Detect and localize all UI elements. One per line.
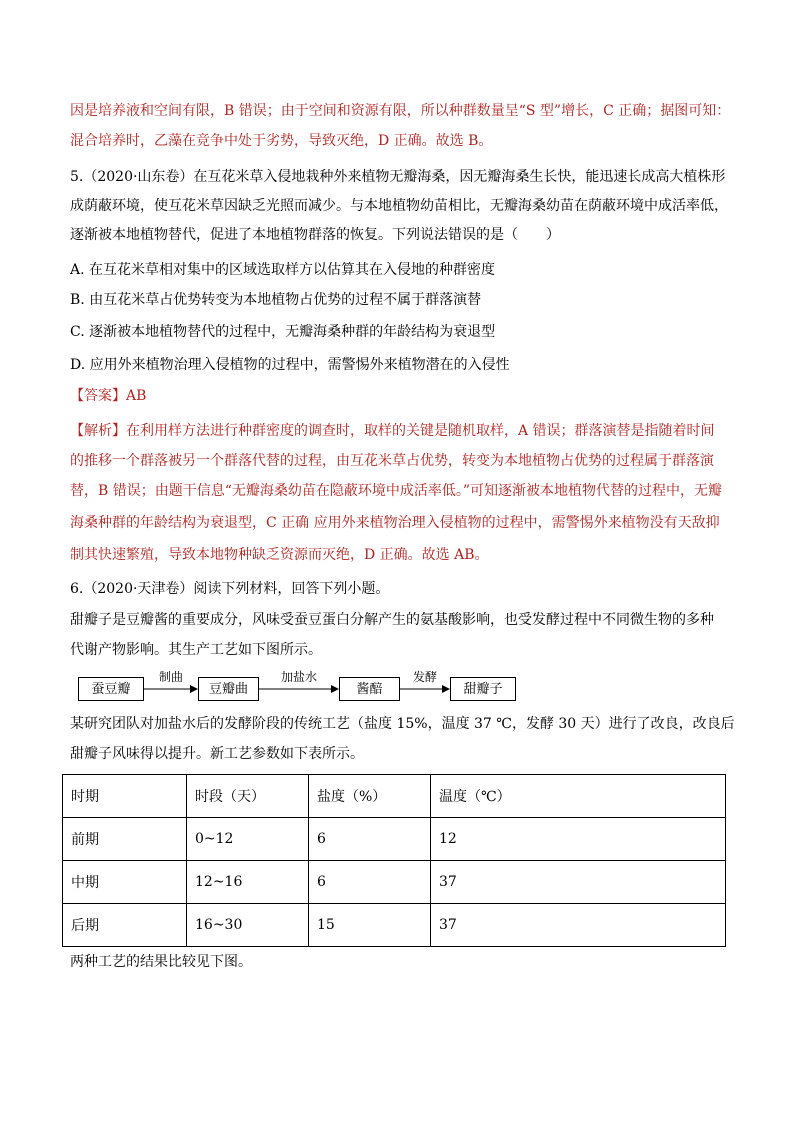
table-cell: 12 (431, 818, 726, 861)
explanation-line-4: 海桑种群的年龄结构为衰退型，C 正确 应用外来植物治理入侵植物的过程中，需警惕外来植物没有天敌抑 (70, 515, 720, 531)
option-a: A. 在互花米草相对集中的区域选取样方以估算其在入侵地的种群密度 (70, 262, 496, 278)
answer-label: 【答案】 (70, 388, 126, 404)
flow-step-sweet-bean: 甜瓣子 (450, 677, 516, 701)
explanation-line-2: 的推移一个群落被另一个群落代替的过程，由互花米草占优势，转变为本地植物占优势的过程属于群落演 (70, 453, 714, 469)
flow-step-broad-bean: 蚕豆瓣 (78, 677, 144, 701)
answer-line (70, 386, 730, 406)
flow-arrow-label-2: 加盐水 (280, 670, 317, 684)
question-5-line-2: 成荫蔽环境，使互花米草因缺乏光照而减少。与本地植物幼苗相比，无瓣海桑幼苗在荫蔽环境中成活率低， (70, 198, 728, 214)
table-header-cell: 盐度（%） (309, 775, 431, 818)
flow-arrow-label-3: 发酵 (412, 670, 437, 684)
flow-arrow-label-1: 制曲 (158, 670, 183, 684)
option-c: C. 逐渐被本地植物替代的过程中，无瓣海桑种群的年龄结构为衰退型 (70, 324, 496, 340)
table-header-cell: 时段（天） (187, 775, 309, 818)
table-cell: 中期 (63, 861, 187, 904)
question-6-line-1: 6.（2020·天津卷）阅读下列材料，回答下列小题。 (70, 581, 390, 597)
table-cell: 16~30 (187, 904, 309, 947)
table-header-row (63, 775, 726, 818)
explanation-text-1: 在利用样方法进行种群密度的调查时，取样的关键是随机取样，A 错误；群落演替是指随着时间 (126, 423, 715, 439)
explanation-line-3: 替，B 错误；由题干信息“无瓣海桑幼苗在隐蔽环境中成活率低。”可知逐渐被本地植物代替的过程中，无瓣 (70, 483, 723, 499)
table-header-cell: 时期 (63, 775, 187, 818)
table-cell: 0~12 (187, 818, 309, 861)
option-b: B. 由互花米草占优势转变为本地植物占优势的过程不属于群落演替 (70, 292, 482, 308)
table-header-cell: 温度（℃） (431, 775, 726, 818)
process-parameters-table (62, 774, 726, 947)
table-row (63, 861, 726, 904)
explanation-line-1 (70, 421, 730, 441)
analysis-line-1: 因是培养液和空间有限，B 错误；由于空间和资源有限，所以种群数量呈“S 型”增长，C 正确；据图可知： (70, 103, 731, 119)
material-line-3: 某研究团队对加盐水后的发酵阶段的传统工艺（盐度 15%，温度 37 ℃，发酵 30 天）进行了改良，改良后 (70, 716, 735, 732)
analysis-line-2: 混合培养时，乙藻在竞争中处于劣势，导致灭绝，D 正确。故选 B。 (70, 133, 493, 149)
material-line-1: 甜瓣子是豆瓣酱的重要成分，风味受蚕豆蛋白分解产生的氨基酸影响，也受发酵过程中不同微生物的多种 (70, 612, 714, 628)
table-cell: 37 (431, 861, 726, 904)
material-line-2: 代谢产物影响。其生产工艺如下图所示。 (70, 642, 322, 658)
explanation-label: 【解析】 (70, 423, 126, 439)
table-row (63, 818, 726, 861)
explanation-line-5: 制其快速繁殖，导致本地物种缺乏资源而灭绝，D 正确。故选 AB。 (70, 547, 489, 563)
material-line-5: 两种工艺的结果比较见下图。 (70, 954, 252, 970)
process-flow-diagram (78, 670, 538, 707)
table-cell: 前期 (63, 818, 187, 861)
flow-step-mash: 酱醅 (339, 677, 400, 701)
option-d: D. 应用外来植物治理入侵植物的过程中，需警惕外来植物潜在的入侵性 (70, 357, 510, 373)
table-cell: 后期 (63, 904, 187, 947)
table-cell: 37 (431, 904, 726, 947)
table-row (63, 904, 726, 947)
table-cell: 12~16 (187, 861, 309, 904)
question-5-line-1: 5.（2020·山东卷）在互花米草入侵地栽种外来植物无瓣海桑，因无瓣海桑生长快，能迅速长成高大植株形 (70, 169, 726, 185)
table-cell: 6 (309, 861, 431, 904)
material-line-4: 甜瓣子风味得以提升。新工艺参数如下表所示。 (70, 746, 364, 762)
table-cell: 6 (309, 818, 431, 861)
question-5-line-3: 逐渐被本地植物替代，促进了本地植物群落的恢复。下列说法错误的是（ ） (70, 227, 560, 243)
flow-step-bean-koji: 豆瓣曲 (198, 677, 259, 701)
table-cell: 15 (309, 904, 431, 947)
answer-value: AB (126, 388, 147, 404)
